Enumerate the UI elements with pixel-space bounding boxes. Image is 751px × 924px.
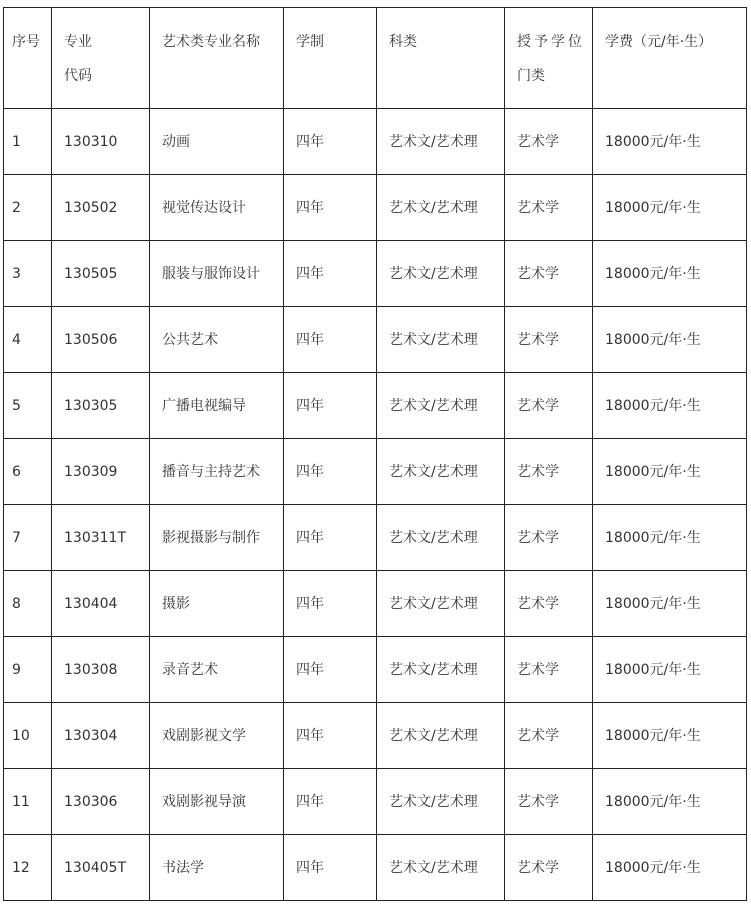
cell-index: 11 [4,769,52,835]
cell-fee: 18000元/年·生 [593,637,747,703]
cell-fee: 18000元/年·生 [593,109,747,175]
cell-index: 3 [4,241,52,307]
header-degree-line1: 授予学位 [517,34,585,50]
cell-subject: 艺术文/艺术理 [377,637,505,703]
table-row [4,373,747,439]
table-row [4,175,747,241]
cell-degree: 艺术学 [505,703,593,769]
cell-duration: 四年 [284,373,377,439]
cell-fee: 18000元/年·生 [593,571,747,637]
cell-duration: 四年 [284,835,377,901]
cell-major-name: 公共艺术 [150,307,284,373]
cell-major-name: 服装与服饰设计 [150,241,284,307]
cell-duration: 四年 [284,703,377,769]
cell-major-name: 戏剧影视文学 [150,703,284,769]
cell-index: 9 [4,637,52,703]
cell-code: 130304 [52,703,150,769]
cell-fee: 18000元/年·生 [593,307,747,373]
cell-subject: 艺术文/艺术理 [377,175,505,241]
cell-degree: 艺术学 [505,637,593,703]
cell-duration: 四年 [284,241,377,307]
cell-fee: 18000元/年·生 [593,439,747,505]
header-code-line1: 专业 [64,34,92,50]
cell-degree: 艺术学 [505,571,593,637]
cell-degree: 艺术学 [505,109,593,175]
cell-major-name: 广播电视编导 [150,373,284,439]
majors-table [3,7,747,901]
cell-code: 130309 [52,439,150,505]
cell-duration: 四年 [284,439,377,505]
cell-code: 130311T [52,505,150,571]
cell-duration: 四年 [284,571,377,637]
cell-major-name: 影视摄影与制作 [150,505,284,571]
header-degree [505,8,593,109]
header-index: 序号 [4,8,52,109]
cell-code: 130502 [52,175,150,241]
cell-code: 130405T [52,835,150,901]
cell-index: 1 [4,109,52,175]
header-name: 艺术类专业名称 [150,8,284,109]
cell-subject: 艺术文/艺术理 [377,769,505,835]
cell-duration: 四年 [284,769,377,835]
cell-code: 130404 [52,571,150,637]
header-fee: 学费（元/年·生） [593,8,747,109]
cell-major-name: 录音艺术 [150,637,284,703]
header-code-line2: 代码 [64,68,92,84]
cell-degree: 艺术学 [505,769,593,835]
cell-duration: 四年 [284,637,377,703]
cell-index: 4 [4,307,52,373]
cell-index: 10 [4,703,52,769]
cell-index: 5 [4,373,52,439]
cell-subject: 艺术文/艺术理 [377,307,505,373]
table-row [4,439,747,505]
cell-index: 2 [4,175,52,241]
table-row [4,637,747,703]
cell-subject: 艺术文/艺术理 [377,505,505,571]
cell-major-name: 动画 [150,109,284,175]
cell-subject: 艺术文/艺术理 [377,439,505,505]
cell-fee: 18000元/年·生 [593,241,747,307]
table-header-row [4,8,747,109]
table-row [4,571,747,637]
cell-fee: 18000元/年·生 [593,835,747,901]
table-row [4,703,747,769]
table-row [4,769,747,835]
cell-major-name: 书法学 [150,835,284,901]
cell-major-name: 戏剧影视导演 [150,769,284,835]
cell-subject: 艺术文/艺术理 [377,373,505,439]
cell-duration: 四年 [284,307,377,373]
majors-table-container [3,7,747,901]
cell-fee: 18000元/年·生 [593,505,747,571]
cell-duration: 四年 [284,175,377,241]
cell-degree: 艺术学 [505,439,593,505]
cell-index: 12 [4,835,52,901]
cell-code: 130505 [52,241,150,307]
header-code [52,8,150,109]
cell-degree: 艺术学 [505,373,593,439]
cell-major-name: 摄影 [150,571,284,637]
header-subject: 科类 [377,8,505,109]
cell-degree: 艺术学 [505,505,593,571]
cell-fee: 18000元/年·生 [593,373,747,439]
table-row [4,505,747,571]
cell-subject: 艺术文/艺术理 [377,571,505,637]
cell-major-name: 播音与主持艺术 [150,439,284,505]
cell-index: 7 [4,505,52,571]
header-duration: 学制 [284,8,377,109]
cell-code: 130506 [52,307,150,373]
cell-duration: 四年 [284,505,377,571]
table-row [4,241,747,307]
cell-duration: 四年 [284,109,377,175]
cell-major-name: 视觉传达设计 [150,175,284,241]
cell-subject: 艺术文/艺术理 [377,241,505,307]
cell-fee: 18000元/年·生 [593,703,747,769]
cell-subject: 艺术文/艺术理 [377,703,505,769]
table-row [4,835,747,901]
cell-fee: 18000元/年·生 [593,769,747,835]
cell-index: 6 [4,439,52,505]
cell-code: 130310 [52,109,150,175]
table-row [4,307,747,373]
cell-code: 130305 [52,373,150,439]
cell-index: 8 [4,571,52,637]
cell-fee: 18000元/年·生 [593,175,747,241]
cell-subject: 艺术文/艺术理 [377,109,505,175]
cell-degree: 艺术学 [505,307,593,373]
cell-code: 130306 [52,769,150,835]
cell-degree: 艺术学 [505,175,593,241]
cell-code: 130308 [52,637,150,703]
header-degree-line2: 门类 [517,68,545,84]
cell-subject: 艺术文/艺术理 [377,835,505,901]
cell-degree: 艺术学 [505,835,593,901]
cell-degree: 艺术学 [505,241,593,307]
table-row [4,109,747,175]
